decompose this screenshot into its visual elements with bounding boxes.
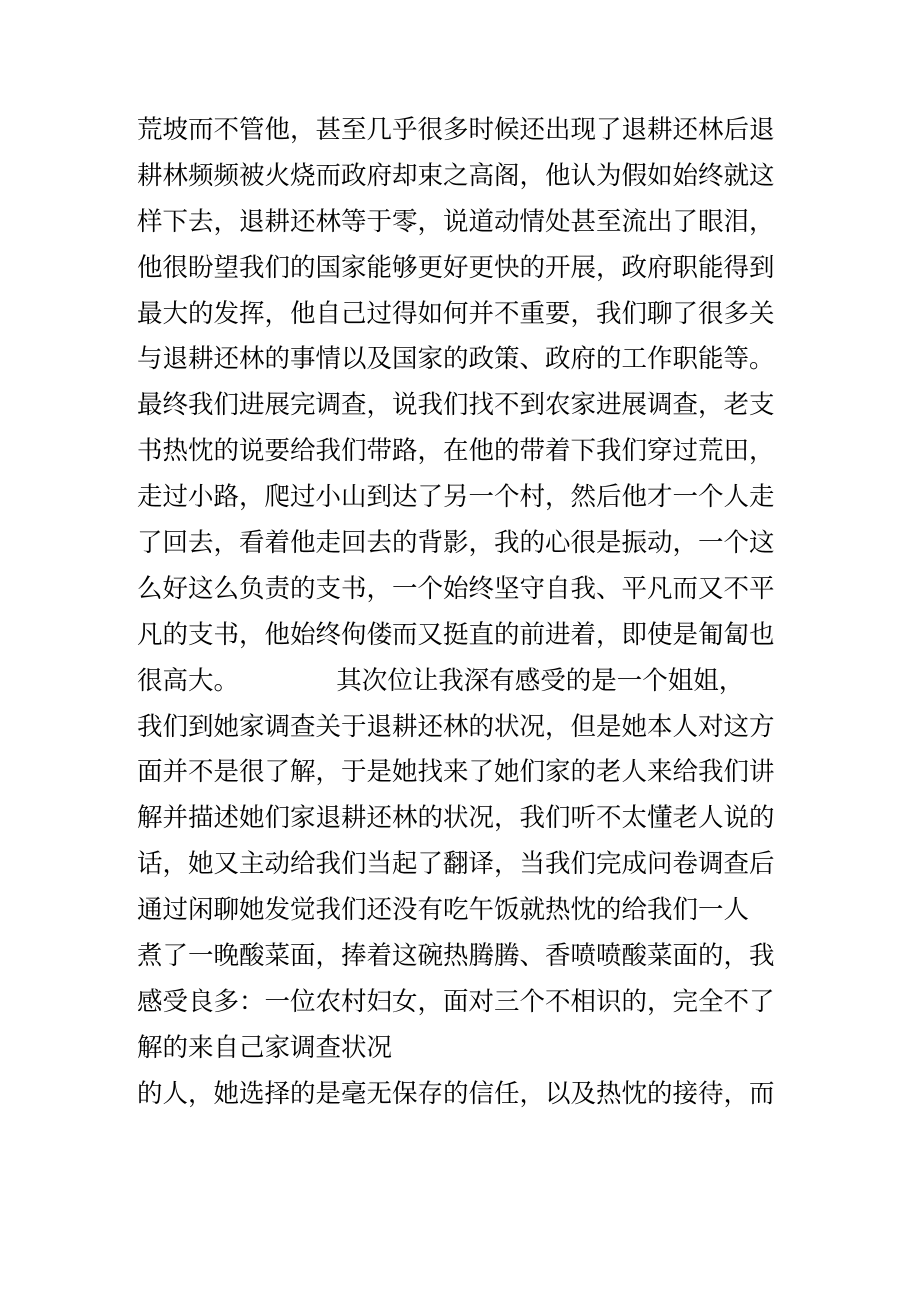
text-line: 感受良多：一位农村妇女，面对三个不相识的，完全不了 (137, 986, 775, 1017)
text-line: 与退耕还林的事情以及国家的政策、政府的工作职能等。 (137, 344, 775, 375)
text-line: 书热忱的说要给我们带路，在他的带着下我们穿过荒田， (137, 436, 775, 467)
text-line: 通过闲聊她发觉我们还没有吃午饭就热忱的给我们一人 (137, 895, 750, 926)
text-line: 凡的支书，他始终佝偻而又挺直的前进着，即使是匍匐也 (137, 619, 775, 650)
text-line: 我们到她家调查关于退耕还林的状况，但是她本人对这方 (137, 711, 775, 742)
text-line: 最大的发挥，他自己过得如何并不重要，我们聊了很多关 (137, 298, 775, 329)
text-line: 最终我们进展完调查，说我们找不到农家进展调查，老支 (137, 390, 775, 421)
text-line: 么好这么负责的支书，一个始终坚守自我、平凡而又不平 (137, 573, 775, 604)
text-line: 样下去，退耕还林等于零，说道动情处甚至流出了眼泪， (137, 206, 775, 237)
text-line: 话，她又主动给我们当起了翻译，当我们完成问卷调查后 (137, 849, 775, 880)
text-line: 面并不是很了解，于是她找来了她们家的老人来给我们讲 (137, 757, 775, 788)
text-line: 他很盼望我们的国家能够更好更快的开展，政府职能得到 (137, 252, 775, 283)
text-line: 走过小路，爬过小山到达了另一个村，然后他才一个人走 (137, 482, 775, 513)
body-text (137, 108, 797, 1118)
text-line: 了回去，看着他走回去的背影，我的心很是振动，一个这 (137, 528, 775, 559)
text-line: 煮了一晚酸菜面，捧着这碗热腾腾、香喷喷酸菜面的，我 (137, 941, 775, 972)
text-line: 耕林频频被火烧而政府却束之高阁，他认为假如始终就这 (137, 160, 775, 191)
text-line: 的人，她选择的是毫无保存的信任，以及热忱的接待，而 (137, 1078, 775, 1109)
text-line: 荒坡而不管他，甚至几乎很多时候还出现了退耕还林后退 (137, 115, 775, 145)
text-line: 解的来自己家调查状况 (137, 1032, 393, 1063)
text-line: 很高大。 其次位让我深有感受的是一个姐姐， (137, 665, 745, 696)
text-line: 解并描述她们家退耕还林的状况，我们听不太懂老人说的 (137, 803, 775, 834)
